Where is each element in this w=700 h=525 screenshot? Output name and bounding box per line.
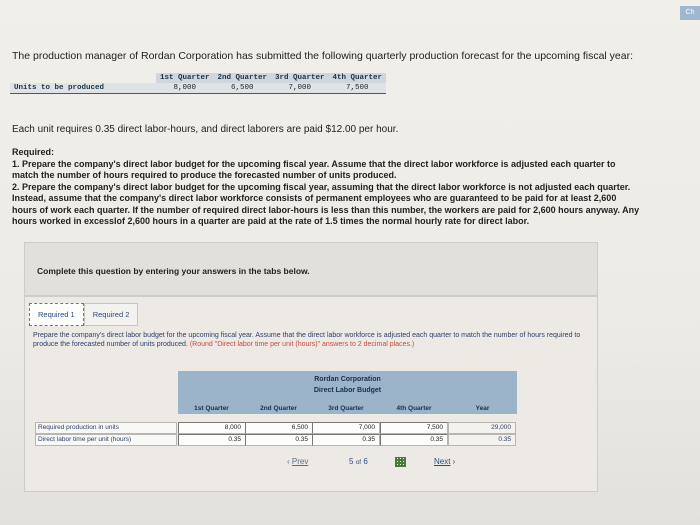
grid-icon[interactable]: [395, 457, 406, 467]
forecast-header: 2nd Quarter: [214, 73, 272, 83]
page-indicator: 5 of 6: [349, 457, 368, 466]
prev-button[interactable]: ‹ Prev: [287, 457, 309, 466]
forecast-value: 7,500: [329, 83, 387, 94]
column-header: 2nd Quarter: [245, 403, 312, 414]
column-header: 1st Quarter: [178, 403, 245, 414]
column-header: 4th Quarter: [380, 403, 448, 414]
production-year-total: 29,000: [448, 422, 516, 434]
forecast-header: 4th Quarter: [329, 73, 387, 83]
required-item-1: 1. Prepare the company's direct labor budget for the upcoming fiscal year. Assume that the direct labor workforce is adjusted each quarter to match the number of hours required to produce the forecasted number of units produced.: [12, 158, 616, 180]
input-production-q1[interactable]: 8,000: [178, 422, 246, 434]
answer-panel: [24, 296, 598, 492]
instructions-text: Complete this question by entering your answers in the tabs below.: [37, 266, 310, 276]
chevron-left-icon: ‹: [287, 457, 292, 466]
tab-required-1[interactable]: Required 1: [29, 303, 84, 326]
row-label-production: Required production in units: [35, 422, 177, 434]
column-header: 3rd Quarter: [312, 403, 380, 414]
instructions-banner: [24, 242, 598, 296]
next-button[interactable]: Next ›: [434, 457, 456, 466]
corner-badge[interactable]: Ch: [680, 6, 700, 20]
required-item-2: 2. Prepare the company's direct labor budget for the upcoming fiscal year, assuming that the direct labor workforce is not adjusted each quarter. Instead, assume that the company's direct labor workforce consists of permanent employees who are guaranteed to be paid for at least 2,600 hours of work each quarter. If the number of required direct labor-hours is less than this number, the workers are paid for 2,600 hours anyway. Any hours worked in excesslof 2,600 hours in a quarter are paid at the rate of 1.5 times the normal hourly rate for direct labor.: [12, 181, 640, 226]
forecast-value: 7,000: [271, 83, 329, 94]
forecast-header: 1st Quarter: [156, 73, 214, 83]
tab-bar: [29, 303, 138, 326]
input-production-q3[interactable]: 7,000: [312, 422, 380, 434]
forecast-value: 8,000: [156, 83, 214, 94]
forecast-row-label: Units to be produced: [10, 83, 156, 94]
rounding-note: (Round "Direct labor time per unit (hours)" answers to 2 decimal places.): [189, 341, 415, 348]
budget-company: Rordan Corporation: [314, 376, 381, 383]
unit-requirement-text: Each unit requires 0.35 direct labor-hours, and direct laborers are paid $12.00 per hour.: [12, 124, 399, 135]
tab-required-2[interactable]: Required 2: [84, 303, 139, 326]
instruction-text: Prepare the company's direct labor budget for the upcoming fiscal year. Assume that the direct labor workforce is adjusted each quarter to match the number of hours required to produce the forecasted number of units produced.: [33, 332, 581, 348]
row-label-labor-time: Direct labor time per unit (hours): [35, 434, 177, 446]
tab-instructions: [33, 331, 581, 349]
labor-time-year: 0.35: [448, 434, 516, 446]
input-production-q2[interactable]: 6,500: [245, 422, 313, 434]
intro-text: The production manager of Rordan Corporation has submitted the following quarterly production forecast for the upcoming fiscal year:: [12, 50, 634, 62]
chevron-right-icon: ›: [450, 457, 456, 466]
budget-header: [178, 371, 517, 403]
input-labor-time-q1[interactable]: 0.35: [178, 434, 246, 446]
input-labor-time-q3[interactable]: 0.35: [312, 434, 380, 446]
forecast-value: 6,500: [214, 83, 272, 94]
required-section: [12, 147, 642, 228]
forecast-header: 3rd Quarter: [271, 73, 329, 83]
required-heading: Required:: [12, 147, 55, 157]
input-production-q4[interactable]: 7,500: [380, 422, 448, 434]
input-labor-time-q4[interactable]: 0.35: [380, 434, 448, 446]
column-header: Year: [448, 403, 517, 414]
input-labor-time-q2[interactable]: 0.35: [245, 434, 313, 446]
forecast-table: [10, 73, 386, 94]
budget-title: Direct Labor Budget: [313, 387, 382, 394]
